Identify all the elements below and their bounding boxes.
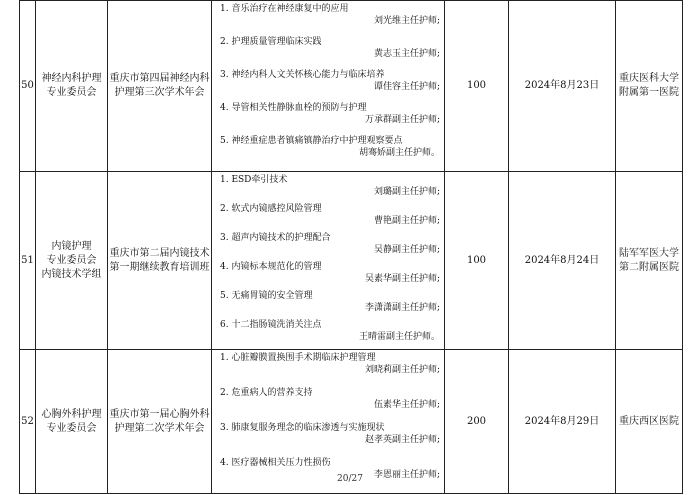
topic-item [216, 34, 440, 67]
topic-item [216, 420, 440, 455]
topic-title: 4. 内镜标本规范化的管理 [220, 262, 322, 272]
topic-title: 1. ESD牵引技术 [220, 175, 288, 185]
table-row [20, 1, 683, 172]
date-cell: 2024年8月23日 [509, 1, 616, 172]
committee-cell [36, 172, 108, 350]
topic-speaker: 伍素华主任护师; [373, 400, 440, 411]
topic-title: 3. 肺康复服务理念的临床渗透与实施现状 [220, 423, 385, 433]
topic-item [216, 133, 440, 166]
topics-cell [212, 172, 445, 350]
committee-line: 专业委员会 [46, 254, 97, 266]
topic-speaker: 吴静副主任护师; [373, 245, 440, 256]
topic-speaker: 李恩丽主任护师; [373, 470, 440, 481]
host-line: 重庆医科大学 [619, 73, 679, 84]
date-cell: 2024年8月24日 [509, 172, 616, 350]
topic-speaker: 曹艳副主任护师; [373, 216, 440, 227]
topic-speaker: 谭佳容主任护师; [373, 82, 440, 93]
row-number-cell: 50 [20, 1, 36, 172]
table-row [20, 172, 683, 350]
credits-cell: 200 [445, 350, 509, 494]
topic-title: 4. 医疗器械相关压力性损伤 [220, 458, 331, 468]
host-line: 陆军军医大学 [619, 247, 679, 259]
meeting-cell [108, 172, 212, 350]
topic-title: 5. 无痛胃镜的安全管理 [220, 291, 313, 301]
committee-line: 专业委员会 [46, 422, 97, 434]
topic-title: 4. 导管相关性静脉血栓的预防与护理 [220, 103, 367, 113]
credits-cell: 100 [445, 1, 509, 172]
host-cell [616, 350, 683, 494]
topic-speaker: 黄志玉主任护师; [373, 49, 440, 60]
committee-line: 心胸外科护理 [41, 408, 102, 420]
topic-title: 1. 音乐治疗在神经康复中的应用 [220, 4, 349, 14]
meeting-line: 第一期继续教育培训班 [109, 261, 210, 273]
meeting-line: 重庆市第四届神经内科 [109, 73, 210, 84]
topic-item [216, 67, 440, 100]
topic-item [216, 172, 440, 201]
meeting-line: 重庆市第一届心胸外科 [109, 408, 210, 420]
topic-title: 2. 危重病人的营养支持 [220, 388, 313, 398]
meeting-cell [108, 350, 212, 494]
topics-cell [212, 350, 445, 494]
topic-speaker: 刘光维主任护师; [373, 16, 440, 27]
committee-line: 内镜护理 [51, 240, 92, 252]
topic-item [216, 455, 440, 490]
topic-item [216, 201, 440, 230]
topic-item [216, 259, 440, 288]
topic-speaker: 赵孝英副主任护师; [364, 435, 440, 446]
host-line: 重庆西区医院 [619, 415, 679, 427]
topic-title: 3. 超声内镜技术的护理配合 [220, 233, 331, 243]
topic-title: 1. 心脏瓣膜置换围手术期临床护理管理 [220, 353, 376, 363]
topic-speaker: 吴素华副主任护师; [364, 274, 440, 285]
date-cell: 2024年8月29日 [509, 350, 616, 494]
committee-line: 内镜技术学组 [41, 268, 102, 280]
meeting-cell [108, 1, 212, 172]
topic-speaker: 刘晓莉副主任护师; [364, 365, 440, 376]
host-line: 附属第一医院 [619, 87, 679, 98]
meeting-line: 护理第二次学术年会 [114, 422, 205, 434]
topic-title: 6. 十二指肠镜洗消关注点 [220, 320, 322, 330]
row-number-cell: 51 [20, 172, 36, 350]
topic-item [216, 350, 440, 385]
topic-title: 2. 软式内镜感控风险管理 [220, 204, 322, 214]
topics-cell [212, 1, 445, 172]
topic-speaker: 李潇潇副主任护师; [364, 303, 440, 314]
committee-line: 神经内科护理 [41, 73, 102, 84]
committee-cell [36, 350, 108, 494]
topic-speaker: 万承群副主任护师; [364, 115, 440, 126]
topic-item [216, 317, 440, 346]
topic-speaker: 刘璐副主任护师; [373, 187, 440, 198]
credits-cell: 100 [445, 172, 509, 350]
topic-title: 5. 神经重症患者镇痛镇静治疗中护理观察要点 [220, 136, 403, 146]
topic-title: 3. 神经内科人文关怀核心能力与临床培养 [220, 70, 385, 80]
course-table [19, 0, 683, 494]
meeting-line: 护理第三次学术年会 [114, 87, 205, 98]
topic-title: 2. 护理质量管理临床实践 [220, 37, 322, 47]
topic-item [216, 1, 440, 34]
topic-item [216, 230, 440, 259]
committee-cell [36, 1, 108, 172]
topic-item [216, 385, 440, 420]
page-number: 20/27 [337, 474, 363, 484]
topic-speaker: 王晴雷副主任护师。 [358, 332, 440, 343]
row-number-cell: 52 [20, 350, 36, 494]
topic-item [216, 288, 440, 317]
topic-speaker: 胡骞娇副主任护师。 [358, 148, 440, 159]
topic-item [216, 100, 440, 133]
meeting-line: 重庆市第二届内镜技术 [109, 247, 210, 259]
host-line: 第二附属医院 [619, 261, 679, 273]
committee-line: 专业委员会 [46, 87, 97, 98]
host-cell [616, 172, 683, 350]
host-cell [616, 1, 683, 172]
table-row [20, 350, 683, 494]
